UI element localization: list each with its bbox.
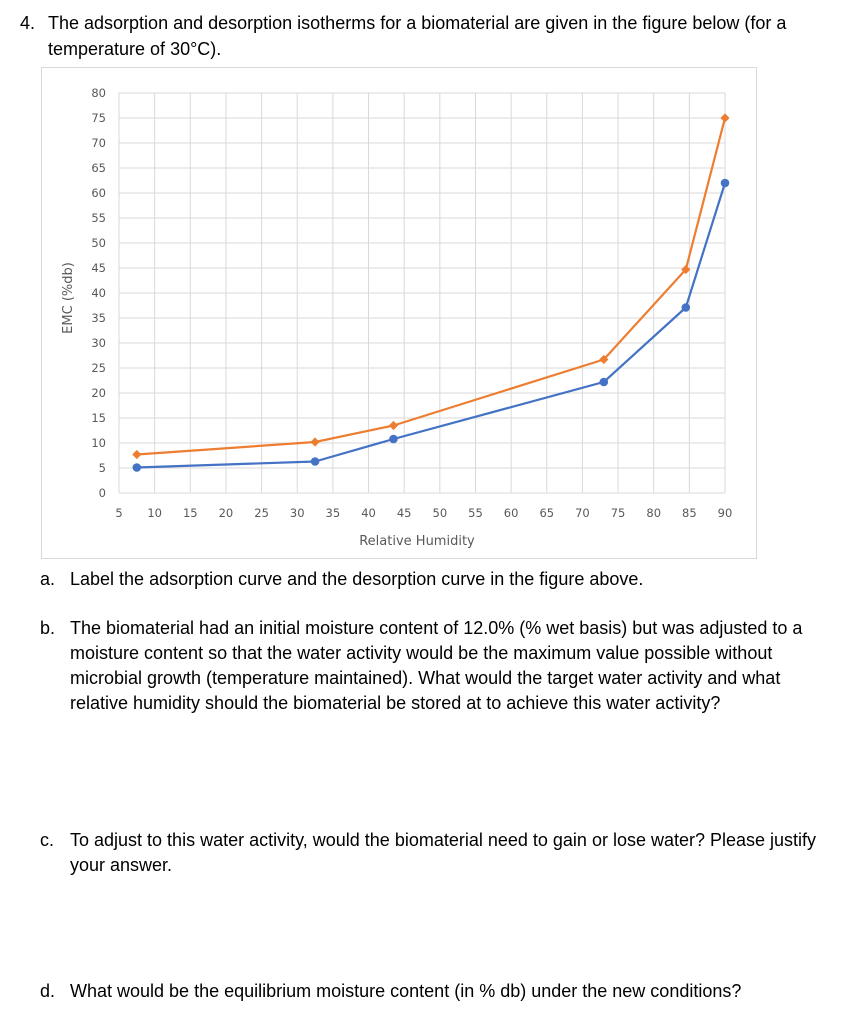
chart-grid (119, 93, 725, 493)
y-tick-label: 30 (91, 336, 106, 350)
x-tick-label: 65 (539, 506, 555, 520)
blue-data-point (681, 303, 690, 312)
x-tick-label: 20 (218, 506, 234, 520)
y-tick-label: 50 (91, 236, 106, 250)
part-d-label: d. (40, 981, 56, 1001)
x-tick-label: 35 (325, 506, 341, 520)
chart-ticks (91, 86, 732, 520)
part-d (40, 979, 830, 1004)
x-tick-label: 60 (503, 506, 519, 520)
blue-data-point (721, 179, 730, 188)
x-tick-label: 50 (432, 506, 448, 520)
x-tick-label: 15 (182, 506, 198, 520)
part-c (40, 828, 830, 878)
isotherm-chart (41, 67, 757, 559)
y-tick-label: 5 (98, 461, 106, 475)
y-tick-label: 55 (91, 211, 106, 225)
x-tick-label: 45 (396, 506, 412, 520)
part-b (40, 616, 830, 716)
x-tick-label: 80 (646, 506, 662, 520)
part-a-text: Label the adsorption curve and the desorption curve in the figure above. (70, 569, 644, 589)
x-tick-label: 5 (115, 506, 123, 520)
y-tick-label: 15 (91, 411, 106, 425)
blue-series-line (137, 183, 725, 468)
y-axis-title: EMC (%db) (61, 262, 76, 334)
x-axis-title: Relative Humidity (359, 534, 475, 549)
blue-data-point (311, 457, 320, 466)
x-tick-label: 55 (468, 506, 483, 520)
chart-svg (42, 68, 758, 560)
part-a-label: a. (40, 569, 56, 589)
x-tick-label: 75 (610, 506, 626, 520)
y-tick-label: 25 (91, 361, 106, 375)
x-tick-label: 70 (575, 506, 590, 520)
y-tick-label: 40 (91, 286, 106, 300)
question-text: The adsorption and desorption isotherms for a biomaterial are given in the figure below (for a temperature of 30°C). (48, 13, 787, 59)
part-c-text: To adjust to this water activity, would the biomaterial need to gain or lose water? Please justify your answer. (70, 830, 817, 875)
x-tick-label: 30 (289, 506, 305, 520)
blue-data-point (600, 378, 609, 387)
y-tick-label: 80 (91, 86, 106, 100)
part-c-label: c. (40, 830, 55, 850)
part-d-text: What would be the equilibrium moisture content (in % db) under the new conditions? (70, 981, 742, 1001)
orange-data-point (389, 421, 398, 430)
y-tick-label: 60 (91, 186, 106, 200)
y-tick-label: 35 (91, 311, 106, 325)
part-b-label: b. (40, 618, 56, 638)
x-tick-label: 85 (682, 506, 697, 520)
orange-data-point (310, 437, 319, 446)
y-tick-label: 0 (98, 486, 106, 500)
x-tick-label: 10 (147, 506, 162, 520)
part-a (40, 567, 830, 592)
y-tick-label: 45 (91, 261, 106, 275)
x-tick-label: 90 (717, 506, 733, 520)
orange-data-point (720, 113, 729, 122)
y-tick-label: 20 (91, 386, 106, 400)
part-b-text: The biomaterial had an initial moisture content of 12.0% (% wet basis) but was adjusted to a moisture content so that the water activity would be the maximum value possible without microbial growth (temperature maintained). What would the target water activity and what relative humidity should the biomaterial be stored at to achieve this water activity? (70, 618, 803, 713)
y-tick-label: 10 (91, 436, 106, 450)
y-tick-label: 65 (91, 161, 106, 175)
blue-data-point (389, 435, 398, 444)
orange-data-point (132, 450, 141, 459)
x-tick-label: 25 (254, 506, 269, 520)
y-tick-label: 70 (91, 136, 106, 150)
x-tick-label: 40 (361, 506, 376, 520)
y-tick-label: 75 (91, 111, 106, 125)
question-heading (20, 10, 840, 62)
question-number: 4. (20, 13, 36, 33)
blue-data-point (133, 463, 142, 472)
